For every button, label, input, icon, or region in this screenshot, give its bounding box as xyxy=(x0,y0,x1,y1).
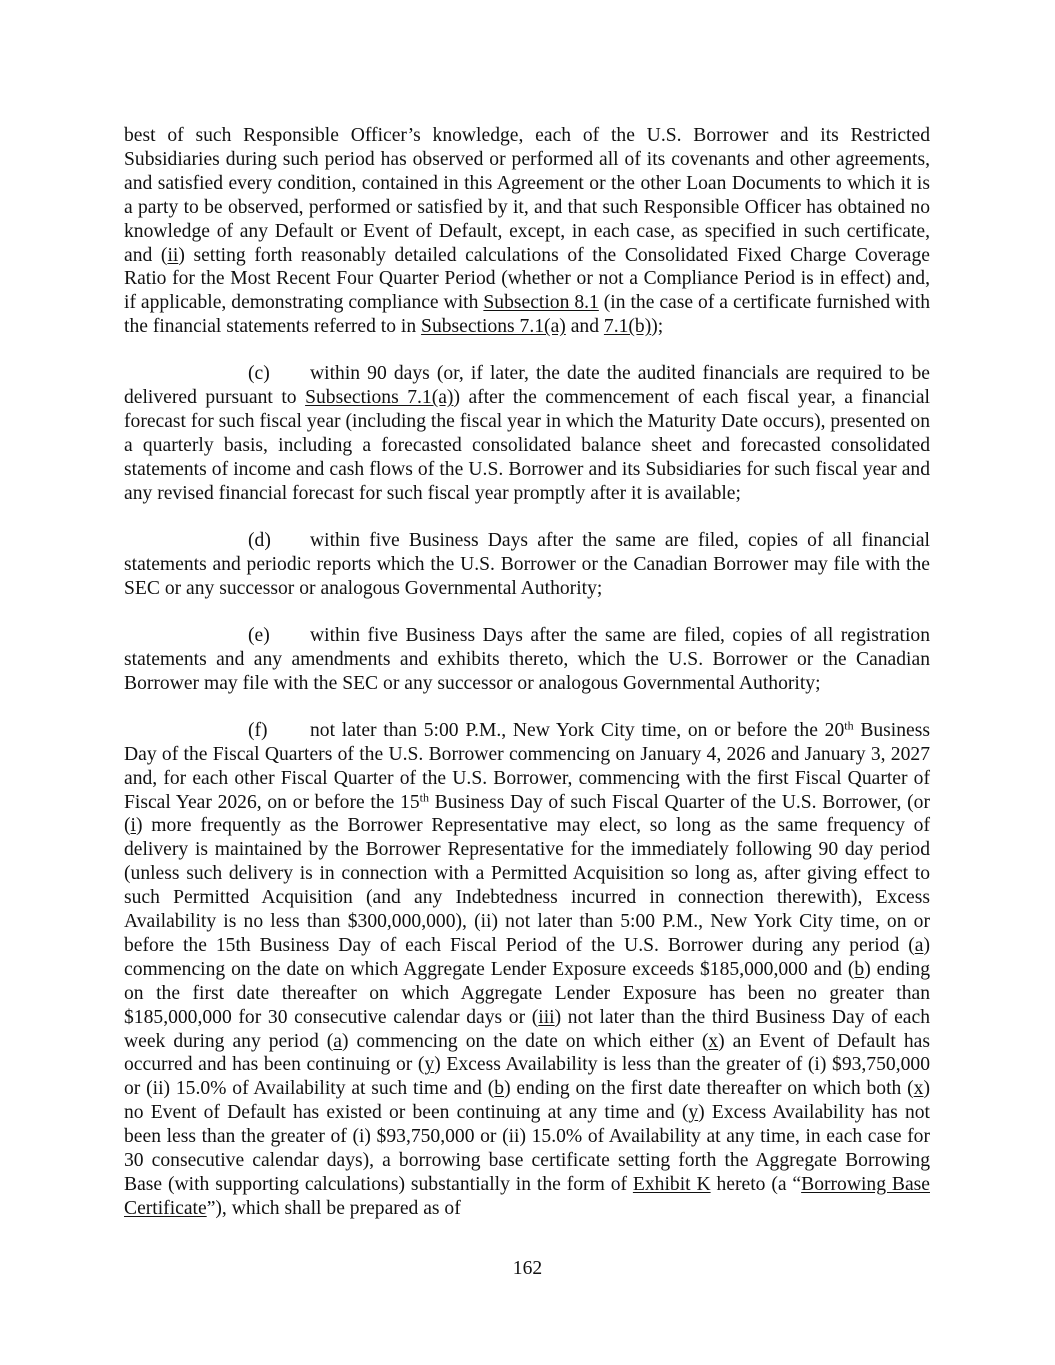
paragraph-e xyxy=(124,624,930,696)
defined-term: Borrowing Base Certificate xyxy=(124,1174,930,1219)
clause-label: (c) xyxy=(248,363,270,385)
text: hereto (a “ xyxy=(710,1174,802,1195)
letter-x: x xyxy=(913,1078,924,1100)
text: ) an Event of Default has occurred and has been continuing or ( xyxy=(124,1030,930,1076)
letter-b: b xyxy=(854,958,865,980)
text: ) ending on the first date thereafter on which Aggregate Lender Exposure has been no greater than $185,000,000 for 30 consecutive calendar days or ( xyxy=(124,958,930,1028)
ordinal-suffix: th xyxy=(844,718,854,733)
text: Business Day of the Fiscal Quarters of the U.S. Borrower commencing on January 4, 2026 and January 3, 2027 and, for each other Fiscal Quarter of the U.S. Borrower, commencing with the first Fiscal Quarter of Fiscal Year 2026, on or before the 15 xyxy=(124,719,930,813)
text: ) no Event of Default has existed or been continuing at any time and ( xyxy=(124,1078,930,1124)
text: (in the case of a certificate furnished with the financial statements referred to in xyxy=(124,292,930,338)
text: ”), which shall be prepared as of xyxy=(206,1197,461,1219)
text: ) Excess Availability is less than the greater of (i) $93,750,000 or (ii) 15.0% of Availability at such time and ( xyxy=(124,1054,930,1100)
cross-reference: Subsections 7.1(a) xyxy=(305,387,454,409)
paragraph-f xyxy=(124,719,930,1221)
text: ) Excess Availability has not been less than the greater of (i) $93,750,000 or (ii) 15.0% of Availability at any time, in each case for 30 consecutive calendar days), a borrowing base certificate setting forth the Aggregate Borrowing Base (with supporting calculations) substantially in the form of xyxy=(124,1102,930,1195)
cross-reference: Subsections 7.1(a) xyxy=(421,316,566,338)
paragraph-continuation xyxy=(124,124,930,339)
clause-label: (f) xyxy=(248,719,268,741)
text: ); xyxy=(651,316,664,338)
text: ) after the commencement of each fiscal year, a financial forecast for such fiscal year (including the fiscal year in which the Maturity Date occurs), presented on a quarterly basis, including a forecasted consolidated balance sheet and forecasted consolidated statements of income and cash flows of the U.S. Borrower and its Subsidiaries for such fiscal year and any revised financial forecast for such fiscal year promptly after it is available; xyxy=(124,387,930,504)
text: ) not later than the third Business Day of each week during any period ( xyxy=(124,1006,930,1052)
text: within 90 days (or, if later, the date the audited financials are required to be delivered pursuant to xyxy=(124,363,930,409)
letter-b: b xyxy=(494,1078,505,1100)
letter-a: a xyxy=(333,1030,342,1052)
text: ) setting forth reasonably detailed calculations of the Consolidated Fixed Charge Coverage Ratio for the Most Recent Four Quarter Period (whether or not a Compliance Period is in effect) and, if applicable, demonstrating compliance with xyxy=(124,244,930,314)
text: ) more frequently as the Borrower Representative may elect, so long as the same frequency of delivery is maintained by the Borrower Representative for the immediately following 90 day period (unless such delivery is in connection with a Permitted Acquisition so long as, after giving effect to such Permitted Acquisition (and any Indebtedness incurred in connection therewith), Excess Availability is no less than $300,000,000), (ii) not later than 5:00 P.M., New York City time, on or before the 15th Business Day of each Fiscal Period of the U.S. Borrower during any period ( xyxy=(124,815,930,956)
text: ) commencing on the date on which either ( xyxy=(342,1030,709,1052)
letter-a: a xyxy=(914,934,924,956)
clause-label: (d) xyxy=(248,529,271,551)
roman-iii: iii xyxy=(538,1006,555,1028)
exhibit-reference: Exhibit K xyxy=(632,1174,711,1195)
page-number: 162 xyxy=(512,1258,543,1279)
paragraph-d xyxy=(124,529,930,601)
paragraph-c xyxy=(124,362,930,505)
ordinal-suffix: th xyxy=(419,789,429,804)
text: ) ending on the first date thereafter on which both ( xyxy=(504,1078,914,1100)
cross-reference: 7.1(b) xyxy=(603,316,652,338)
text: ) commencing on the date on which Aggregate Lender Exposure exceeds $185,000,000 and ( xyxy=(124,934,930,980)
letter-x: x xyxy=(708,1030,719,1052)
text: Business Day of such Fiscal Quarter of the U.S. Borrower, (or ( xyxy=(124,791,930,837)
letter-y: y xyxy=(688,1102,699,1124)
text: within five Business Days after the same are filed, copies of all registration statements and any amendments and exhibits thereto, which the U.S. Borrower or the Canadian Borrower may file with the SEC or any successor or analogous Governmental Authority; xyxy=(124,624,930,694)
text: within five Business Days after the same are filed, copies of all financial statements and periodic reports which the U.S. Borrower or the Canadian Borrower may file with the SEC or any successor or analogous Governmental Authority; xyxy=(124,529,930,599)
text: not later than 5:00 P.M., New York City time, on or before the 20 xyxy=(310,719,845,741)
cross-reference: Subsection 8.1 xyxy=(483,292,599,314)
clause-label: (e) xyxy=(248,624,270,646)
roman-ii: ii xyxy=(167,244,179,266)
text: and xyxy=(565,316,604,338)
page-content xyxy=(124,124,930,1244)
text: best of such Responsible Officer’s knowledge, each of the U.S. Borrower and its Restricted Subsidiaries during such period has observed or performed all of its covenants and other agreements, and satisfied every condition, contained in this Agreement or the other Loan Documents to which it is a party to be observed, performed or satisfied by it, and that such Responsible Officer has obtained no knowledge of any Default or Event of Default, except, in each case, as specified in such certificate, and ( xyxy=(124,125,930,266)
roman-i: i xyxy=(130,815,136,837)
letter-y: y xyxy=(424,1054,435,1076)
